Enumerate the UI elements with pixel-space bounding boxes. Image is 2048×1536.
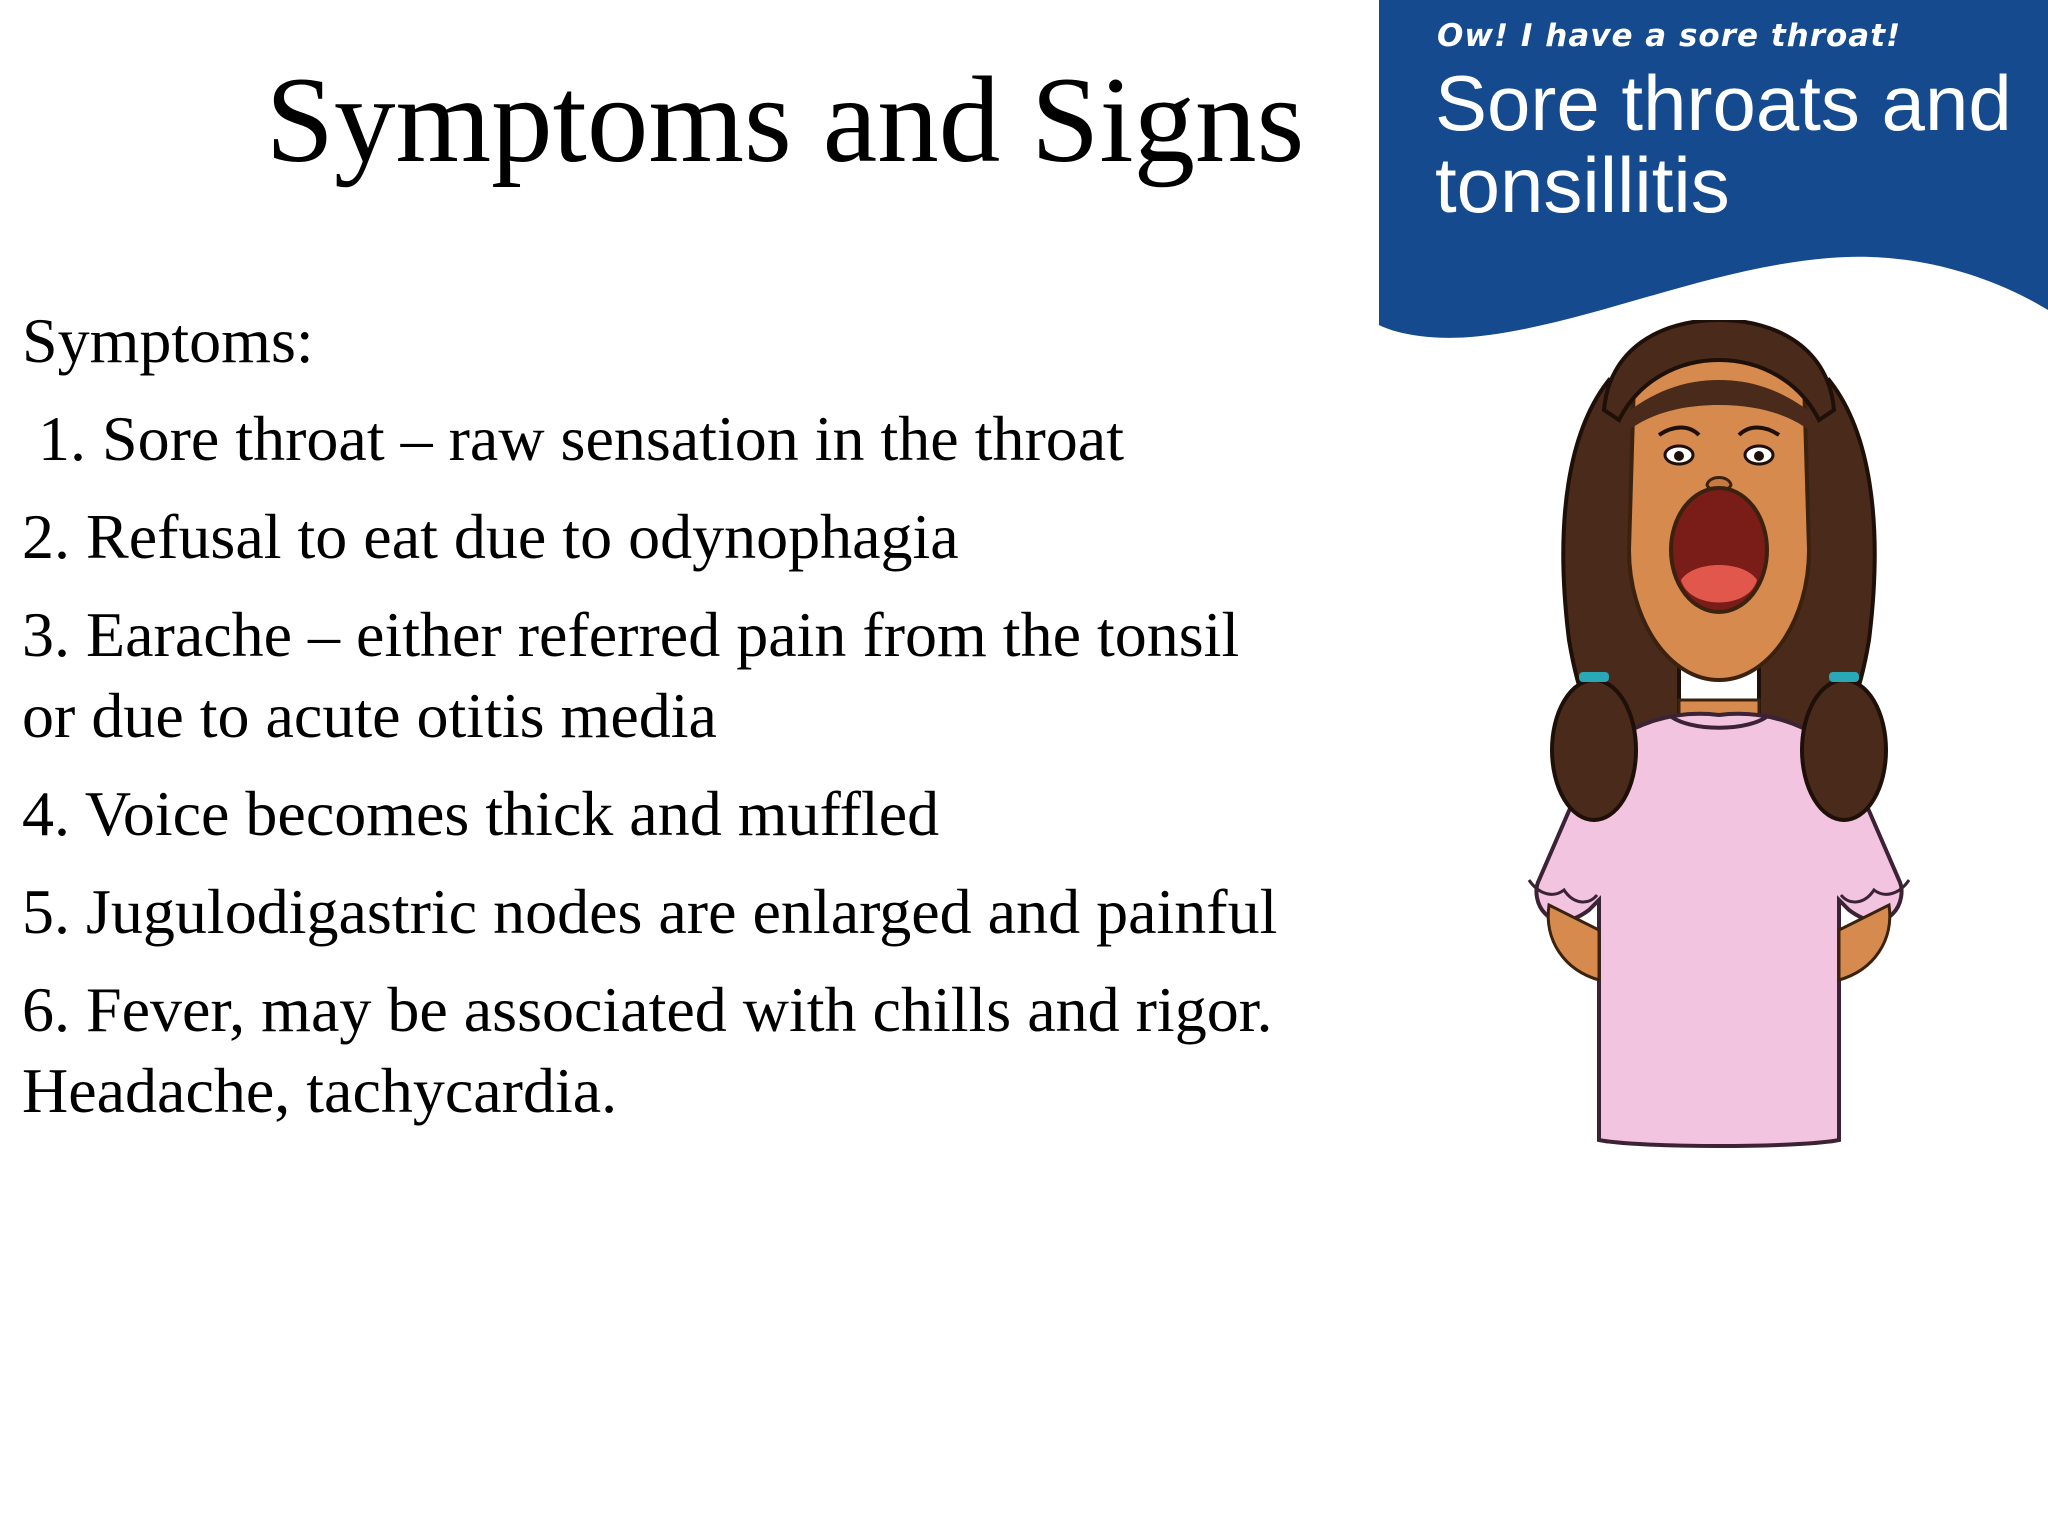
banner-kicker: Ow! I have a sore throat! xyxy=(1437,18,1902,54)
symptom-item-4: 4. Voice becomes thick and muffled xyxy=(22,778,940,849)
symptoms-heading: Symptoms: xyxy=(22,305,314,376)
symptom-item-5: 5. Jugulodigastric nodes are enlarged and painful xyxy=(22,876,1278,947)
symptom-item-3-line1: 3. Earache – either referred pain from the tonsil xyxy=(22,599,1240,670)
symptom-item-3-line2: or due to acute otitis media xyxy=(22,680,717,751)
banner-title-line1: Sore throats and xyxy=(1435,59,2012,147)
symptom-item-2: 2. Refusal to eat due to odynophagia xyxy=(22,501,959,572)
symptom-item-6-line2: Headache, tachycardia. xyxy=(22,1055,618,1126)
banner-title xyxy=(1435,59,2045,229)
slide-title: Symptoms and Signs xyxy=(265,51,1305,188)
poster-image xyxy=(1379,0,2048,1180)
symptoms-list xyxy=(22,300,1382,1131)
symptom-item-6-line1: 6. Fever, may be associated with chills and rigor. xyxy=(22,974,1273,1045)
girl-illustration xyxy=(1379,320,2048,1160)
banner-title-line2: tonsillitis xyxy=(1435,141,1730,229)
symptom-item-1: 1. Sore throat – raw sensation in the throat xyxy=(38,403,1124,474)
